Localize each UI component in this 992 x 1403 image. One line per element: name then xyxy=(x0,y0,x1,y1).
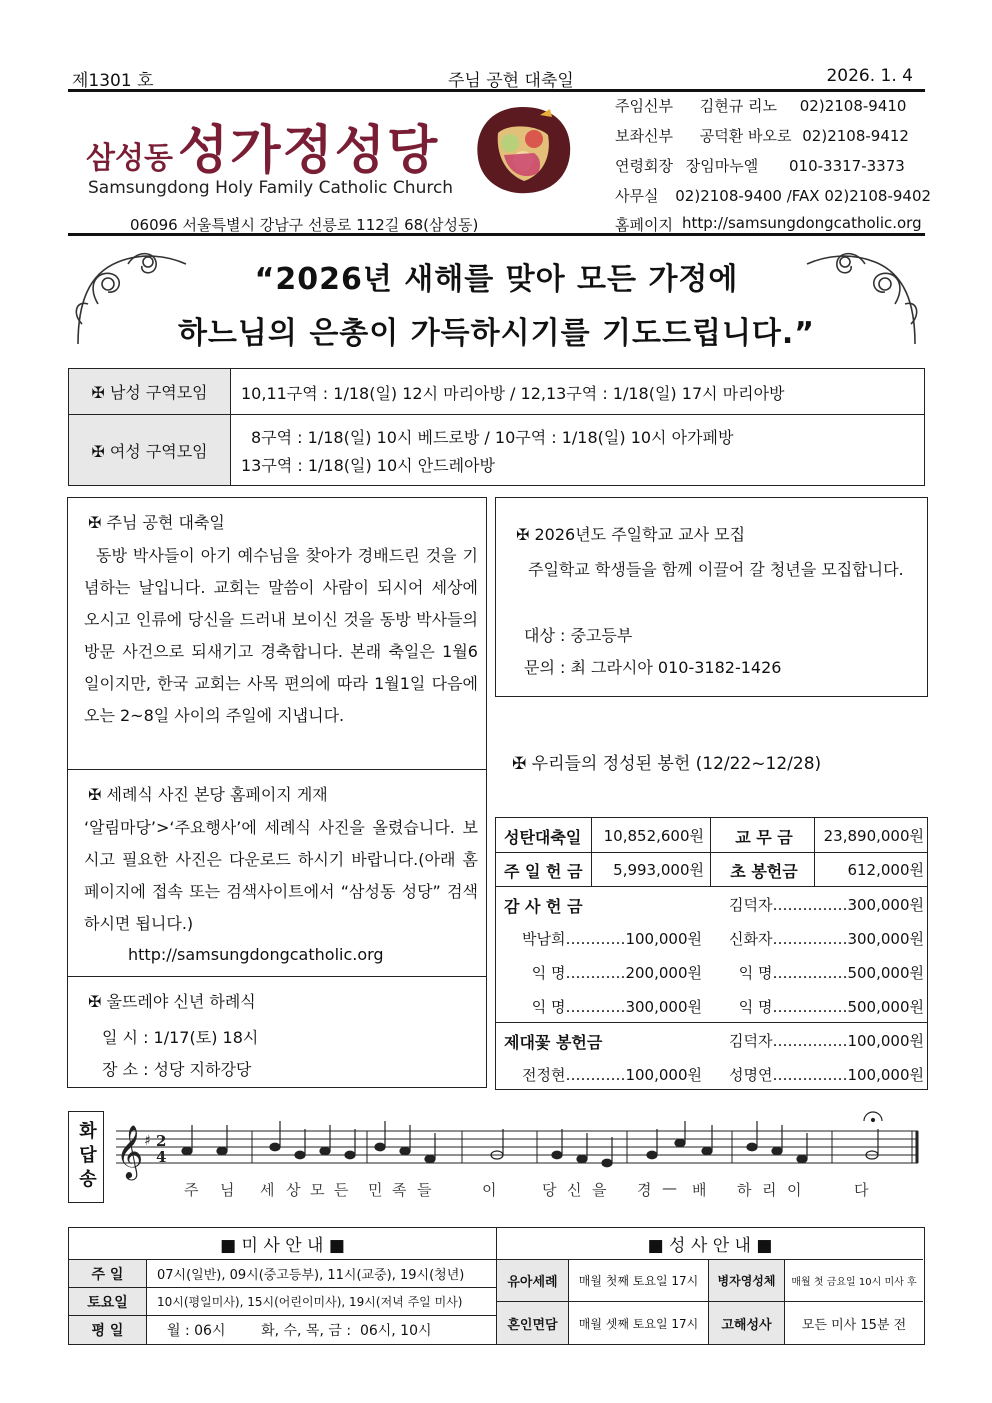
candle-offering-amount: 612,000원 xyxy=(847,861,924,879)
sacrament-title: ■ 성 사 안 내 ■ xyxy=(497,1228,923,1260)
lyric: 님 xyxy=(220,1181,235,1199)
contact-role: 사무실 xyxy=(615,187,659,205)
altar-flower-entry: 전정현…………100,000원 xyxy=(522,1066,702,1084)
psalm-label: 화답송 xyxy=(68,1111,104,1203)
lyric: 당 xyxy=(542,1181,557,1199)
sacrament-name: 혼인면담 xyxy=(497,1302,569,1344)
contact-phone: 02)2108-9412 xyxy=(802,127,909,145)
thanks-entry: 익 명…………300,000원 xyxy=(531,998,702,1016)
contact-list xyxy=(615,94,932,214)
offering-title: ✠ 우리들의 정성된 봉헌 (12/22~12/28) xyxy=(512,754,822,774)
epiphany-body: 동방 박사들이 아기 예수님을 찾아가 경배드린 것을 기념하는 날입니다. 교회는 말씀이 사람이 되시어 세상에 오시고 인류에 당신을 드러내 보이신 것을 동방 박사들의 방문 사건으로 되새기고 경축합니다. 본래 축일은 1월6일이지만, 한국 교회는 사목 편의에 따라 1월1일 다음에 오는 2~8일 사이의 주일에 지냅니다. xyxy=(84,546,478,725)
ultreya-place: 장 소 : 성당 지하강당 xyxy=(102,1060,252,1079)
church-title-big: 성가정성당 xyxy=(178,121,440,181)
lyric: 세 xyxy=(260,1181,275,1199)
mass-day: 주 일 xyxy=(69,1260,147,1288)
contact-name: 김현규 리노 xyxy=(699,97,777,115)
sunday-school-body: 주일학교 학생들을 함께 이끌어 갈 청년을 모집합니다. xyxy=(528,560,904,579)
lyric: 민 xyxy=(368,1181,383,1199)
svg-text:2: 2 xyxy=(156,1132,167,1150)
homepage-link[interactable]: http://samsungdongcatholic.org xyxy=(682,214,922,232)
women-meeting-text-2: 13구역 : 1/18(일) 10시 안드레아방 xyxy=(241,456,495,475)
thanks-entry: 익 명……………500,000원 xyxy=(738,998,924,1016)
banner-line-1: “2026년 새해를 맞아 모든 가정에 xyxy=(254,262,739,297)
thanks-entry: 익 명……………500,000원 xyxy=(738,964,924,982)
ultreya-date: 일 시 : 1/17(토) 18시 xyxy=(102,1028,259,1047)
thanks-label: 감 사 헌 금 xyxy=(504,897,583,916)
christmas-amount: 10,852,600원 xyxy=(603,827,704,845)
responsorial-psalm xyxy=(68,1111,925,1203)
address: 06096 서울특별시 강남구 선릉로 112길 68(삼성동) xyxy=(130,216,479,234)
mass-day: 평 일 xyxy=(69,1316,147,1344)
sacrament-name: 유아세례 xyxy=(497,1260,569,1302)
address-row xyxy=(68,212,925,236)
contact-name: 공덕환 바오로 xyxy=(699,127,792,145)
music-staff xyxy=(112,1111,924,1181)
lyric: 든 xyxy=(334,1181,349,1199)
epiphany-section xyxy=(68,498,486,770)
baptism-photos-title: ✠ 세례식 사진 본당 홈페이지 게재 xyxy=(88,785,328,804)
new-year-banner xyxy=(68,240,925,358)
church-english-name: Samsungdong Holy Family Catholic Church xyxy=(88,178,454,198)
lyric: 족 xyxy=(392,1181,407,1199)
ultreya-section xyxy=(68,977,486,1087)
thanks-entry: 박남희…………100,000원 xyxy=(522,930,702,948)
mass-title: ■ 미 사 안 내 ■ xyxy=(69,1228,497,1260)
lyric: 주 xyxy=(184,1181,199,1199)
district-meetings xyxy=(68,368,925,486)
sacrament-name: 병자영성체 xyxy=(709,1260,785,1302)
homepage-label: 홈페이지 xyxy=(615,216,673,234)
contact-role: 보좌신부 xyxy=(615,127,673,145)
sunday-school-box xyxy=(495,497,928,697)
women-meeting-text-1: 8구역 : 1/18(일) 10시 베드로방 / 10구역 : 1/18(일) 10시 아가페방 xyxy=(251,428,734,447)
lyric: 들 xyxy=(417,1181,432,1199)
church-title-small: 삼성동 xyxy=(86,141,173,176)
contact-fax: 02)2108-9400 /FAX 02)2108-9402 xyxy=(675,187,932,205)
offering-table xyxy=(495,817,928,1090)
lyric: 이 xyxy=(787,1181,802,1199)
parish-dues-label: 교 무 금 xyxy=(735,828,793,847)
contact-funeral xyxy=(615,154,925,184)
christmas-label: 성탄대축일 xyxy=(504,828,582,847)
lyric: 모 xyxy=(310,1181,325,1199)
parish-dues-amount: 23,890,000원 xyxy=(823,827,924,845)
lyric: — xyxy=(662,1179,677,1197)
svg-text:♯: ♯ xyxy=(144,1133,151,1149)
contact-phone: 02)2108-9410 xyxy=(799,97,907,115)
women-meeting-label: ✠ 여성 구역모임 xyxy=(69,415,231,485)
lyric: 경 xyxy=(637,1181,652,1199)
lyric: 이 xyxy=(482,1181,497,1199)
sacrament-name: 고해성사 xyxy=(709,1302,785,1344)
banner-line-2: 하느님의 은총이 가득하시기를 기도드립니다.” xyxy=(177,316,816,351)
feast-name: 주님 공현 대축일 xyxy=(448,71,574,91)
svg-text:4: 4 xyxy=(156,1148,167,1166)
holy-family-logo xyxy=(468,103,578,198)
issue-header xyxy=(68,64,925,92)
contact-phone: 010-3317-3373 xyxy=(788,157,905,175)
church-title xyxy=(86,108,439,183)
women-meeting-row xyxy=(69,415,924,485)
sacrament-time: 매월 셋째 토요일 17시 xyxy=(569,1302,709,1344)
altar-flower-label: 제대꽃 봉헌금 xyxy=(504,1033,603,1052)
epiphany-title: ✠ 주님 공현 대축일 xyxy=(88,513,225,532)
issue-date: 2026. 1. 4 xyxy=(826,66,913,86)
svg-text:𝄞: 𝄞 xyxy=(116,1124,144,1178)
mass-times: 07시(일반), 09시(중고등부), 11시(교중), 19시(청년) xyxy=(147,1260,497,1288)
contact-role: 주임신부 xyxy=(615,97,673,115)
lyric: 다 xyxy=(854,1181,869,1199)
lyric: 배 xyxy=(692,1181,707,1199)
issue-number: 제1301 호 xyxy=(72,71,154,91)
baptism-photos-url[interactable]: http://samsungdongcatholic.org xyxy=(128,945,384,964)
mass-times: 10시(평일미사), 15시(어린이미사), 19시(저녁 주일 미사) xyxy=(147,1288,497,1316)
psalm-lyrics xyxy=(174,1179,914,1199)
sunday-offering-amount: 5,993,000원 xyxy=(613,861,704,879)
lyric: 하 xyxy=(737,1181,752,1199)
sacrament-time: 매월 첫째 토요일 17시 xyxy=(569,1260,709,1302)
sunday-school-contact: 문의 : 최 그라시아 010-3182-1426 xyxy=(524,658,782,677)
contact-assistant xyxy=(615,124,925,154)
thanks-entry: 익 명…………200,000원 xyxy=(531,964,702,982)
baptism-photos-body: ‘알림마당’>‘주요행사’에 세례식 사진을 올렸습니다. 보시고 필요한 사진은 다운로드 하시기 바랍니다.(아래 홈페이지에 접속 또는 검색사이트에서 “삼성동 성당” 검색하시면 됩니다.) xyxy=(84,818,478,933)
men-meeting-text: 10,11구역 : 1/18(일) 12시 마리아방 / 12,13구역 : 1/18(일) 17시 마리아방 xyxy=(241,384,785,403)
mass-times: 월 : 06시 화, 수, 목, 금 : 06시, 10시 xyxy=(147,1316,497,1344)
candle-offering-label: 초 봉헌금 xyxy=(730,862,798,881)
thanks-entry: 신화자……………300,000원 xyxy=(729,930,924,948)
men-meeting-row xyxy=(69,369,924,415)
left-notice-box xyxy=(67,497,487,1088)
lyric: 신 xyxy=(567,1181,582,1199)
altar-flower-entry: 성명연……………100,000원 xyxy=(729,1066,924,1084)
sunday-school-title: ✠ 2026년도 주일학교 교사 모집 xyxy=(516,525,746,544)
sacrament-time: 매월 첫 금요일 10시 미사 후 xyxy=(785,1260,923,1302)
contact-office xyxy=(615,184,932,214)
lyric: 상 xyxy=(286,1181,301,1199)
lyric: 리 xyxy=(762,1181,777,1199)
thanks-entry: 김덕자……………300,000원 xyxy=(729,896,924,914)
ultreya-title: ✠ 울뜨레야 신년 하례식 xyxy=(88,992,256,1011)
altar-flower-entry: 김덕자……………100,000원 xyxy=(729,1032,924,1050)
lyric: 을 xyxy=(592,1181,607,1199)
sacrament-time: 모든 미사 15분 전 xyxy=(801,1317,907,1333)
contact-name: 장임마누엘 xyxy=(685,157,759,175)
baptism-photos-section xyxy=(68,770,486,977)
mass-day: 토요일 xyxy=(69,1288,147,1316)
contact-pastor xyxy=(615,94,925,124)
sunday-school-target: 대상 : 중고등부 xyxy=(524,626,633,645)
men-meeting-label: ✠ 남성 구역모임 xyxy=(69,369,231,414)
schedule-tables xyxy=(68,1227,925,1345)
contact-role: 연령회장 xyxy=(615,157,673,175)
sunday-offering-label: 주 일 헌 금 xyxy=(504,862,583,881)
